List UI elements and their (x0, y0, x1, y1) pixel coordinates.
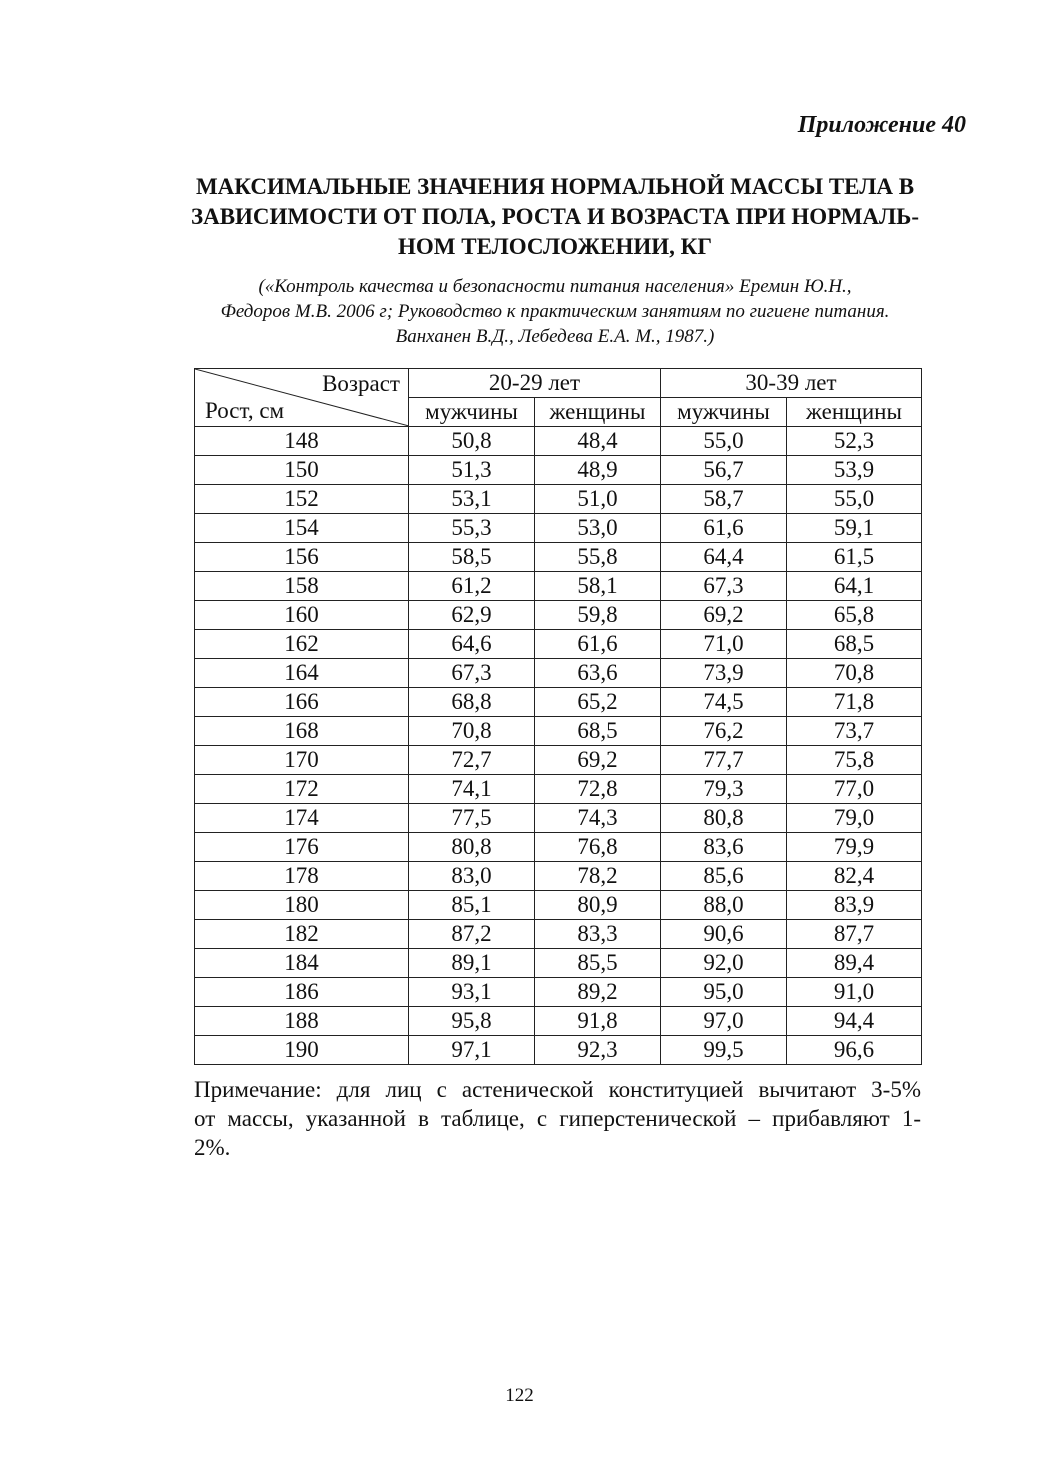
weight-cell: 65,2 (535, 688, 661, 717)
page-number: 122 (505, 1385, 534, 1406)
weight-cell: 97,0 (661, 1007, 787, 1036)
table-row (195, 427, 922, 456)
height-cell: 186 (195, 978, 409, 1007)
height-cell: 156 (195, 543, 409, 572)
weight-cell: 76,2 (661, 717, 787, 746)
table-row (195, 717, 922, 746)
height-cell: 154 (195, 514, 409, 543)
table-row (195, 485, 922, 514)
weight-cell: 61,5 (787, 543, 922, 572)
weight-cell: 74,1 (409, 775, 535, 804)
weight-cell: 59,1 (787, 514, 922, 543)
height-cell: 168 (195, 717, 409, 746)
source-line: Федоров М.В. 2006 г; Руководство к практическим занятиям по гигиене питания. (220, 301, 890, 322)
weight-cell: 72,7 (409, 746, 535, 775)
table-row (195, 514, 922, 543)
weight-cell: 83,9 (787, 891, 922, 920)
weight-cell: 94,4 (787, 1007, 922, 1036)
weight-table (194, 368, 922, 1065)
table-note (194, 1075, 921, 1162)
table-row (195, 456, 922, 485)
weight-cell: 72,8 (535, 775, 661, 804)
weight-cell: 85,6 (661, 862, 787, 891)
weight-cell: 68,5 (535, 717, 661, 746)
height-cell: 166 (195, 688, 409, 717)
weight-cell: 99,5 (661, 1036, 787, 1065)
weight-cell: 53,1 (409, 485, 535, 514)
weight-cell: 55,0 (787, 485, 922, 514)
height-cell: 172 (195, 775, 409, 804)
weight-cell: 53,0 (535, 514, 661, 543)
table-row (195, 862, 922, 891)
weight-cell: 80,8 (661, 804, 787, 833)
title-line: НОМ ТЕЛОСЛОЖЕНИИ, КГ (398, 234, 712, 259)
weight-cell: 62,9 (409, 601, 535, 630)
weight-cell: 64,4 (661, 543, 787, 572)
weight-cell: 91,8 (535, 1007, 661, 1036)
table-row (195, 688, 922, 717)
table-row (195, 601, 922, 630)
table-row (195, 804, 922, 833)
table-row (195, 891, 922, 920)
weight-cell: 77,0 (787, 775, 922, 804)
header-row-age (195, 369, 922, 398)
table-row (195, 572, 922, 601)
table-row (195, 659, 922, 688)
weight-cell: 79,0 (787, 804, 922, 833)
weight-cell: 93,1 (409, 978, 535, 1007)
weight-cell: 61,6 (535, 630, 661, 659)
note-line: от массы, указанной в таблице, с гиперстенической – прибавляют 1- (194, 1106, 921, 1131)
table-row (195, 949, 922, 978)
sex-header: мужчины (409, 398, 535, 427)
document-title (140, 172, 970, 262)
age-group-header: 20-29 лет (409, 369, 661, 398)
table-row (195, 978, 922, 1007)
weight-cell: 53,9 (787, 456, 922, 485)
height-cell: 150 (195, 456, 409, 485)
weight-cell: 61,2 (409, 572, 535, 601)
weight-cell: 89,2 (535, 978, 661, 1007)
weight-cell: 74,5 (661, 688, 787, 717)
weight-cell: 89,1 (409, 949, 535, 978)
table-row (195, 1007, 922, 1036)
weight-cell: 83,6 (661, 833, 787, 862)
height-cell: 158 (195, 572, 409, 601)
height-axis-label: Рост, см (205, 398, 285, 423)
table-row (195, 543, 922, 572)
note-line: 2%. (194, 1135, 231, 1160)
weight-cell: 50,8 (409, 427, 535, 456)
weight-cell: 75,8 (787, 746, 922, 775)
weight-cell: 73,9 (661, 659, 787, 688)
weight-cell: 76,8 (535, 833, 661, 862)
table-row (195, 746, 922, 775)
weight-cell: 48,9 (535, 456, 661, 485)
height-cell: 148 (195, 427, 409, 456)
weight-cell: 97,1 (409, 1036, 535, 1065)
corner-header-cell (195, 369, 409, 427)
age-group-header: 30-39 лет (661, 369, 922, 398)
weight-cell: 91,0 (787, 978, 922, 1007)
weight-cell: 92,0 (661, 949, 787, 978)
weight-cell: 83,0 (409, 862, 535, 891)
height-cell: 174 (195, 804, 409, 833)
weight-cell: 61,6 (661, 514, 787, 543)
height-cell: 164 (195, 659, 409, 688)
weight-cell: 56,7 (661, 456, 787, 485)
weight-cell: 67,3 (661, 572, 787, 601)
weight-cell: 69,2 (535, 746, 661, 775)
weight-cell: 63,6 (535, 659, 661, 688)
weight-cell: 74,3 (535, 804, 661, 833)
height-cell: 152 (195, 485, 409, 514)
weight-cell: 70,8 (409, 717, 535, 746)
weight-cell: 83,3 (535, 920, 661, 949)
weight-cell: 71,8 (787, 688, 922, 717)
height-cell: 190 (195, 1036, 409, 1065)
weight-cell: 64,6 (409, 630, 535, 659)
sex-header: женщины (787, 398, 922, 427)
height-cell: 160 (195, 601, 409, 630)
weight-cell: 71,0 (661, 630, 787, 659)
weight-cell: 79,9 (787, 833, 922, 862)
title-line: МАКСИМАЛЬНЫЕ ЗНАЧЕНИЯ НОРМАЛЬНОЙ МАССЫ ТЕЛА В (195, 174, 915, 199)
weight-cell: 80,9 (535, 891, 661, 920)
note-line: Примечание: для лиц с астенической конституцией вычитают 3-5% (194, 1077, 921, 1102)
height-cell: 182 (195, 920, 409, 949)
age-axis-label: Возраст (322, 371, 400, 396)
source-citation (140, 274, 970, 349)
weight-cell: 85,1 (409, 891, 535, 920)
table-row (195, 920, 922, 949)
weight-cell: 77,7 (661, 746, 787, 775)
weight-cell: 80,8 (409, 833, 535, 862)
weight-cell: 65,8 (787, 601, 922, 630)
weight-cell: 69,2 (661, 601, 787, 630)
table-row (195, 833, 922, 862)
height-cell: 178 (195, 862, 409, 891)
appendix-label: Приложение 40 (797, 112, 966, 138)
weight-cell: 77,5 (409, 804, 535, 833)
weight-cell: 68,5 (787, 630, 922, 659)
weight-cell: 95,8 (409, 1007, 535, 1036)
weight-cell: 55,8 (535, 543, 661, 572)
weight-cell: 87,7 (787, 920, 922, 949)
weight-cell: 48,4 (535, 427, 661, 456)
weight-cell: 58,1 (535, 572, 661, 601)
weight-cell: 79,3 (661, 775, 787, 804)
weight-cell: 90,6 (661, 920, 787, 949)
table-row (195, 1036, 922, 1065)
weight-cell: 95,0 (661, 978, 787, 1007)
sex-header: женщины (535, 398, 661, 427)
weight-cell: 88,0 (661, 891, 787, 920)
weight-cell: 85,5 (535, 949, 661, 978)
weight-cell: 67,3 (409, 659, 535, 688)
weight-cell: 96,6 (787, 1036, 922, 1065)
table-body (195, 427, 922, 1065)
weight-cell: 64,1 (787, 572, 922, 601)
source-line: («Контроль качества и безопасности питания населения» Еремин Ю.Н., (258, 276, 852, 297)
weight-cell: 68,8 (409, 688, 535, 717)
weight-cell: 92,3 (535, 1036, 661, 1065)
weight-cell: 58,7 (661, 485, 787, 514)
weight-cell: 59,8 (535, 601, 661, 630)
height-cell: 176 (195, 833, 409, 862)
sex-header: мужчины (661, 398, 787, 427)
height-cell: 188 (195, 1007, 409, 1036)
height-cell: 180 (195, 891, 409, 920)
weight-cell: 73,7 (787, 717, 922, 746)
weight-cell: 87,2 (409, 920, 535, 949)
source-line: Ванханен В.Д., Лебедева Е.А. М., 1987.) (395, 326, 715, 347)
table-row (195, 775, 922, 804)
weight-cell: 52,3 (787, 427, 922, 456)
weight-cell: 70,8 (787, 659, 922, 688)
height-cell: 170 (195, 746, 409, 775)
weight-cell: 51,0 (535, 485, 661, 514)
weight-cell: 82,4 (787, 862, 922, 891)
height-cell: 184 (195, 949, 409, 978)
weight-cell: 78,2 (535, 862, 661, 891)
title-line: ЗАВИСИМОСТИ ОТ ПОЛА, РОСТА И ВОЗРАСТА ПРИ НОРМАЛЬ- (190, 204, 920, 229)
weight-cell: 55,3 (409, 514, 535, 543)
weight-cell: 89,4 (787, 949, 922, 978)
weight-cell: 55,0 (661, 427, 787, 456)
height-cell: 162 (195, 630, 409, 659)
weight-cell: 58,5 (409, 543, 535, 572)
table-row (195, 630, 922, 659)
weight-cell: 51,3 (409, 456, 535, 485)
